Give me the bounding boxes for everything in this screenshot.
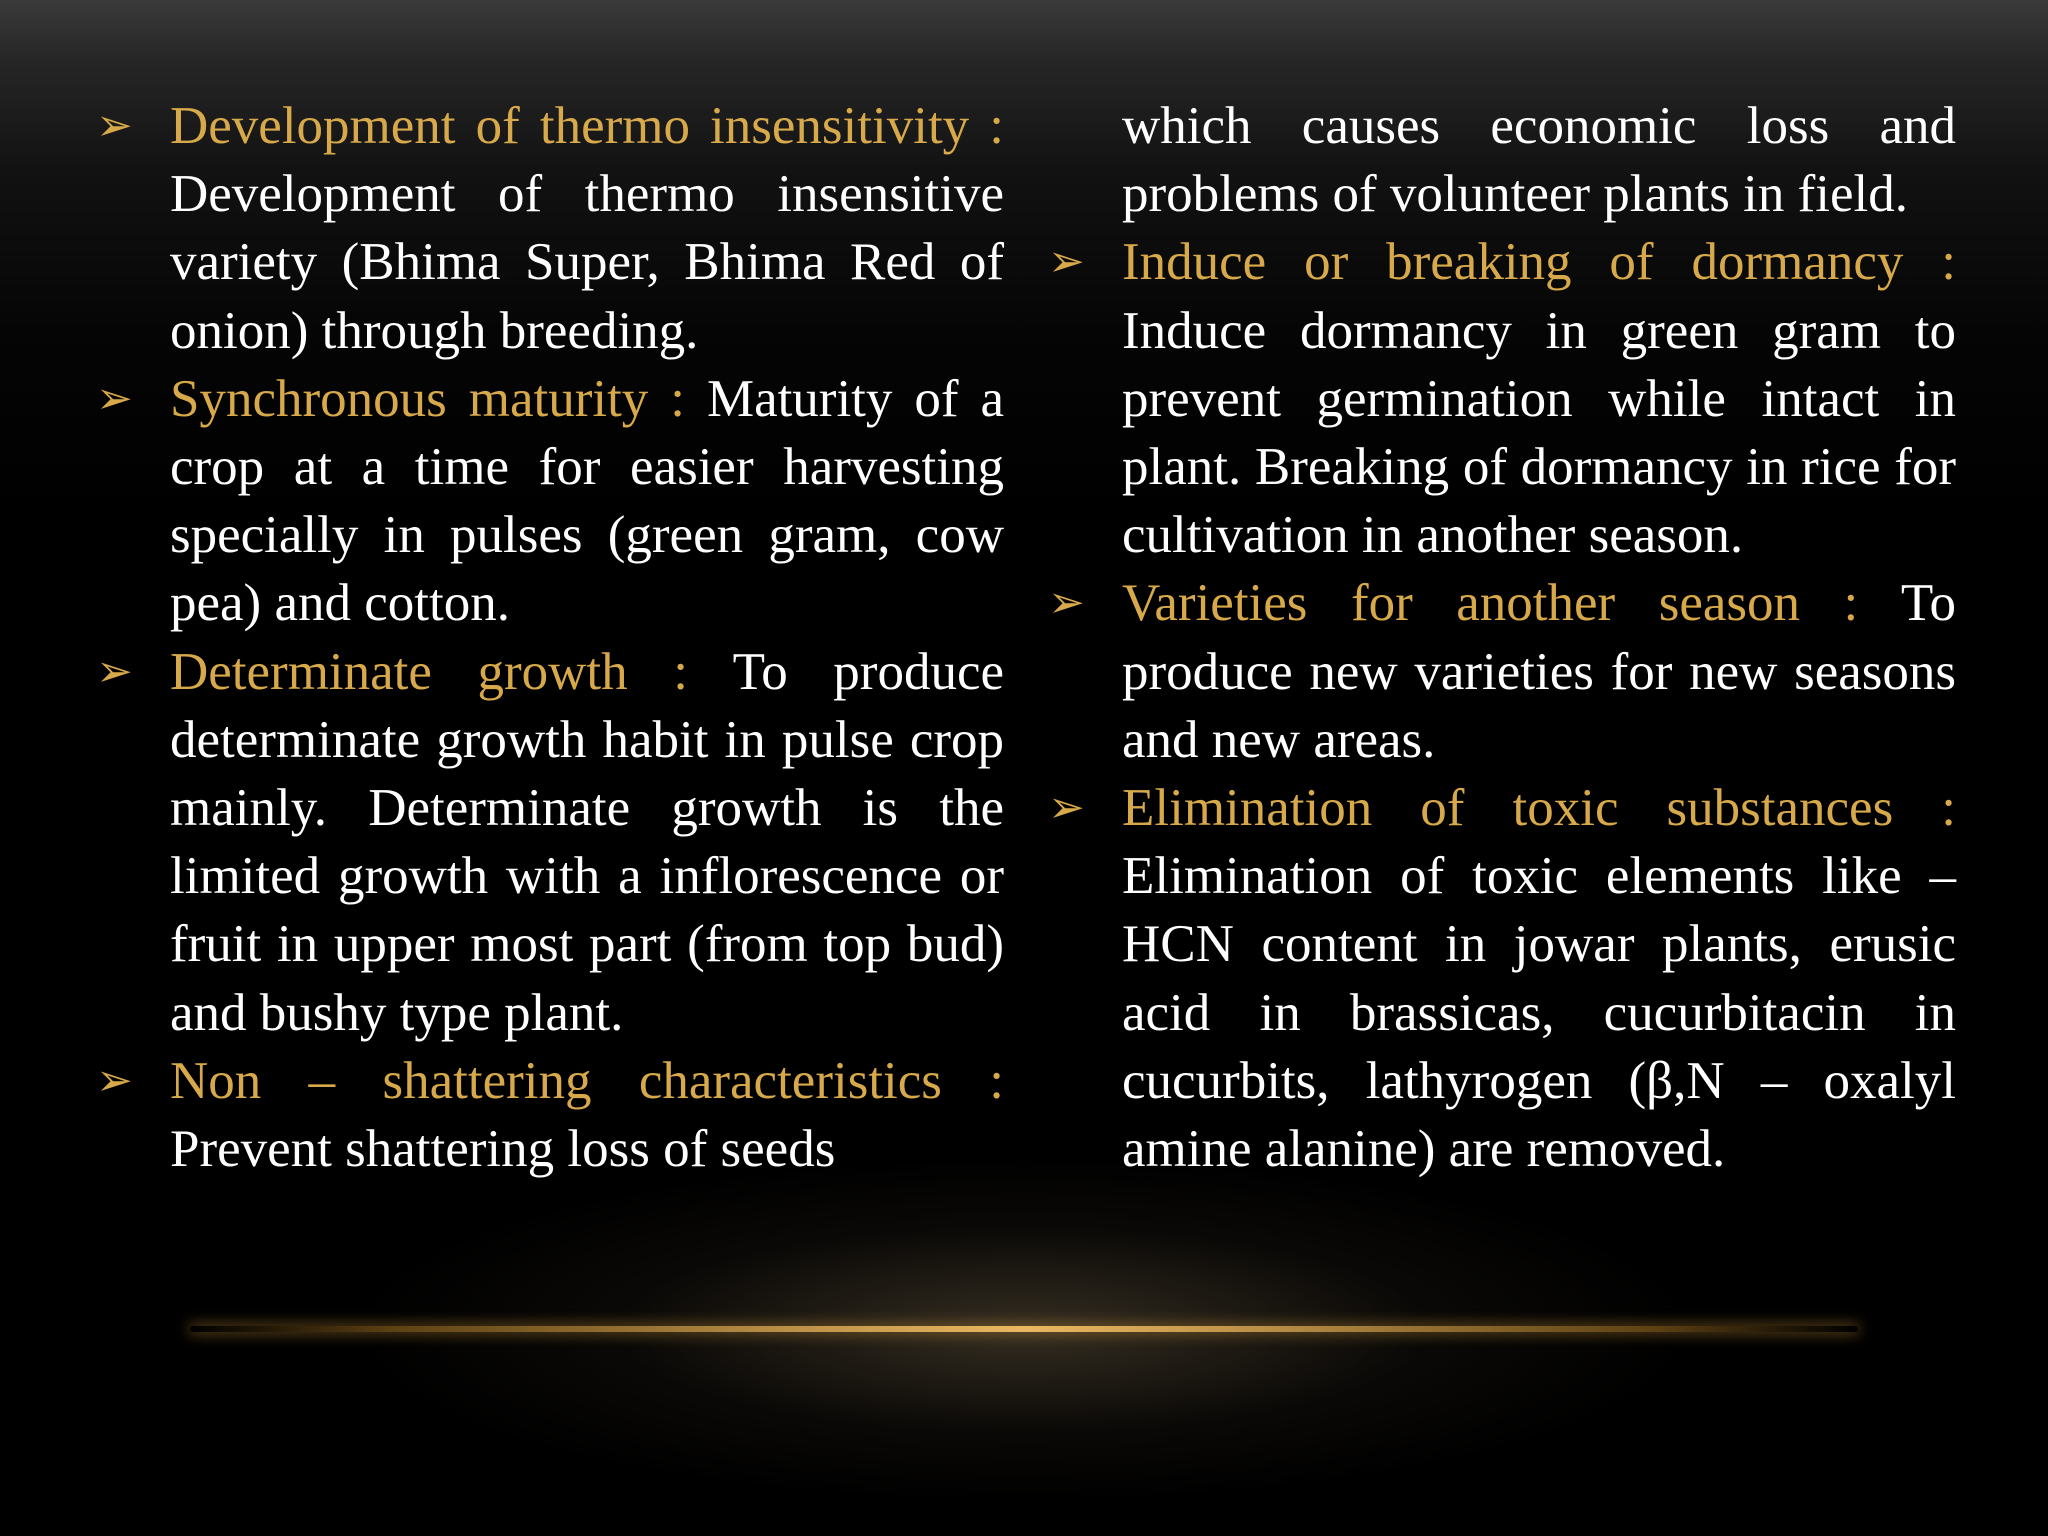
bullet-item-dormancy — [1048, 228, 1956, 569]
item-heading: Synchronous maturity : — [170, 369, 685, 428]
bullet-item-synchronous-maturity — [96, 365, 1004, 638]
item-heading: Determinate growth : — [170, 642, 688, 701]
item-text: Induce dormancy in green gram to prevent germination while intact in plant. Breaking of dormancy in rice for cultivation in another season. — [1122, 301, 1956, 565]
accent-divider-line — [190, 1326, 1858, 1332]
item-text: Elimination of toxic elements like – HCN content in jowar plants, erusic acid in brassicas, cucurbitacin in cucurbits, lathyrogen (β,N – oxalyl amine alanine) are removed. — [1122, 847, 1956, 1179]
item-heading: Elimination of toxic substances : — [1122, 779, 1956, 838]
continuation-text: which causes economic loss and problems of volunteer plants in field. — [1122, 97, 1956, 224]
arrow-bullet-icon: ➢ — [96, 372, 133, 424]
item-heading: Varieties for another season : — [1122, 574, 1859, 633]
arrow-bullet-icon: ➢ — [1048, 577, 1085, 629]
arrow-bullet-icon: ➢ — [96, 645, 133, 697]
item-heading: Induce or breaking of dormancy : — [1122, 233, 1956, 292]
bullet-item-toxic-substances — [1048, 774, 1956, 1183]
arrow-bullet-icon: ➢ — [96, 100, 133, 151]
item-text: Maturity of a crop at a time for easier harvesting specially in pulses (green gram, cow pea) and cotton. — [170, 369, 1004, 633]
item-text: Development of thermo insensitive variety (Bhima Super, Bhima Red of onion) through breeding. — [170, 165, 1004, 360]
right-column — [1048, 92, 1956, 1183]
bullet-item-thermo-insensitivity — [96, 92, 1004, 365]
arrow-bullet-icon: ➢ — [96, 1054, 133, 1106]
item-text: Prevent shattering loss of seeds — [170, 1120, 836, 1179]
bullet-item-determinate-growth — [96, 638, 1005, 1047]
item-text: To produce determinate growth habit in pulse crop mainly. Determinate growth is the limited growth with a inflorescence or fruit in upper most part (from top bud) and bushy type plant. — [170, 642, 1005, 1042]
bullet-item-non-shattering — [96, 1047, 1004, 1183]
arrow-bullet-icon: ➢ — [1048, 782, 1085, 834]
arrow-bullet-icon: ➢ — [1048, 236, 1085, 288]
item-text: To produce new varieties for new seasons and new areas. — [1122, 574, 1956, 769]
left-column — [96, 92, 1005, 1183]
bullet-item-another-season — [1048, 569, 1956, 774]
item-heading: Non – shattering characteristics : — [170, 1051, 1004, 1110]
item-heading: Development of thermo insensitivity : — [170, 97, 1004, 155]
